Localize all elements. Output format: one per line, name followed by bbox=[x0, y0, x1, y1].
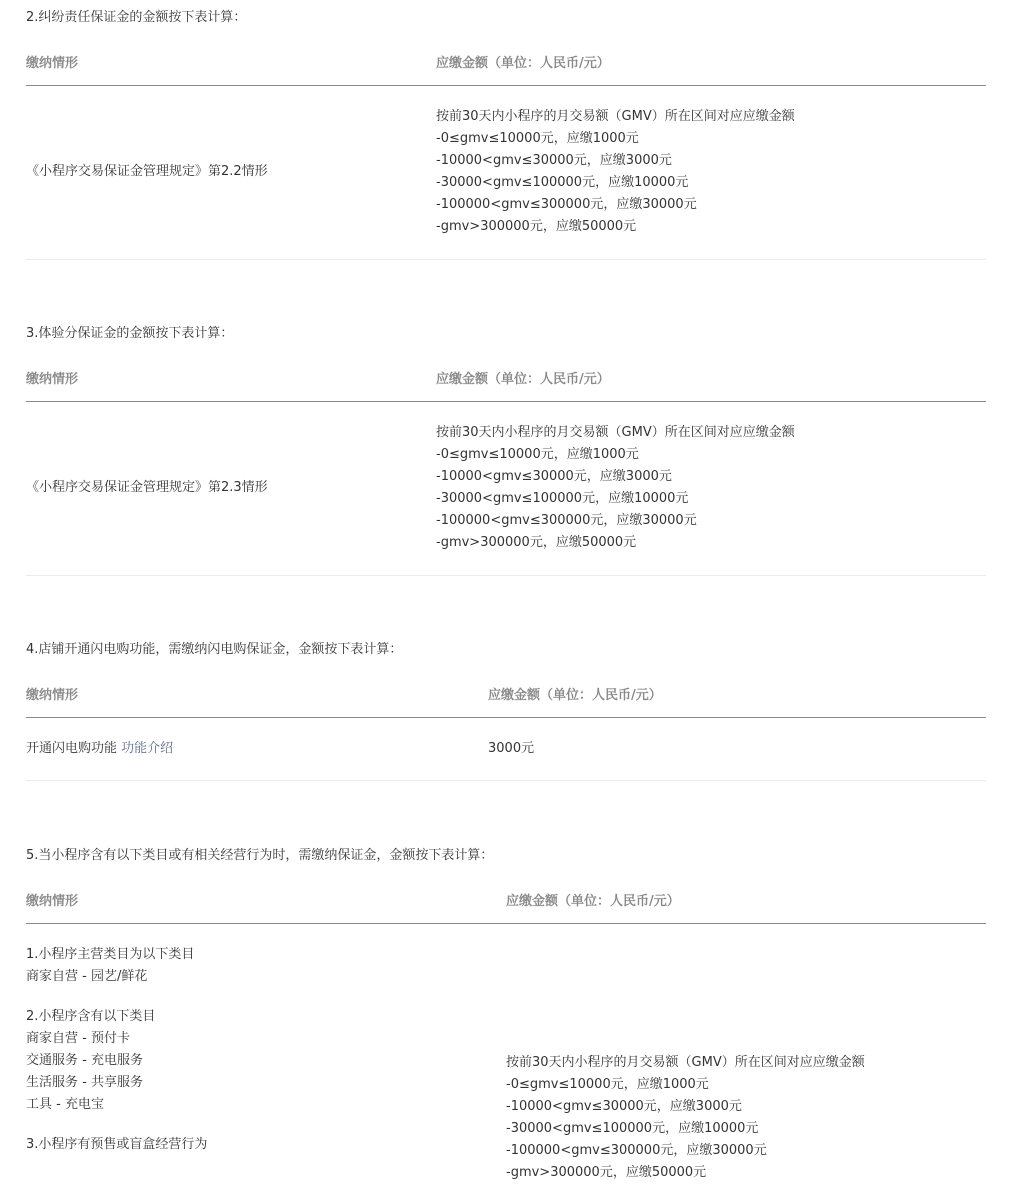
row-amount-tiers bbox=[506, 1052, 865, 1184]
amount-line: -gmv>300000元，应缴50000元 bbox=[436, 219, 637, 234]
feature-intro-link[interactable]: 功能介绍 bbox=[121, 741, 174, 756]
amount-line: 按前30天内小程序的月交易额（GMV）所在区间对应应缴金额 bbox=[436, 425, 795, 440]
amount-line: -100000<gmv≤300000元，应缴30000元 bbox=[506, 1143, 767, 1158]
row-conditions bbox=[26, 944, 207, 1156]
condition-line: 商家自营 - 预付卡 bbox=[26, 1031, 130, 1046]
header-amount: 应缴金额（单位：人民币/元） bbox=[488, 688, 662, 703]
table-row bbox=[26, 924, 986, 1180]
condition-line: 生活服务 - 共享服务 bbox=[26, 1075, 143, 1090]
row-condition bbox=[26, 738, 173, 760]
row-amount-tiers bbox=[436, 422, 795, 554]
amount-line: -30000<gmv≤100000元，应缴10000元 bbox=[506, 1121, 759, 1136]
condition-text: 开通闪电购功能 bbox=[26, 741, 118, 756]
amount-line: -gmv>300000元，应缴50000元 bbox=[436, 535, 637, 550]
header-amount: 应缴金额（单位：人民币/元） bbox=[506, 894, 680, 909]
condition-line: 商家自营 - 园艺/鲜花 bbox=[26, 969, 148, 984]
amount-line: -10000<gmv≤30000元，应缴3000元 bbox=[436, 153, 672, 168]
spacer bbox=[26, 1116, 207, 1134]
table-row bbox=[26, 86, 986, 260]
amount-line: 按前30天内小程序的月交易额（GMV）所在区间对应应缴金额 bbox=[436, 109, 795, 124]
section-3-table bbox=[26, 359, 986, 576]
amount-line: -gmv>300000元，应缴50000元 bbox=[506, 1165, 707, 1180]
section-2-title: 2.纠纷责任保证金的金额按下表计算： bbox=[26, 10, 247, 25]
condition-line: 3.小程序有预售或盲盒经营行为 bbox=[26, 1137, 208, 1152]
header-amount: 应缴金额（单位：人民币/元） bbox=[436, 56, 610, 71]
amount-line: -100000<gmv≤300000元，应缴30000元 bbox=[436, 197, 697, 212]
condition-line: 交通服务 - 充电服务 bbox=[26, 1053, 143, 1068]
amount-line: -0≤gmv≤10000元，应缴1000元 bbox=[436, 447, 639, 462]
row-amount: 3000元 bbox=[488, 741, 535, 756]
condition-line: 1.小程序主营类目为以下类目 bbox=[26, 947, 195, 962]
section-4-title: 4.店铺开通闪电购功能，需缴纳闪电购保证金，金额按下表计算： bbox=[26, 642, 403, 657]
amount-line: -10000<gmv≤30000元，应缴3000元 bbox=[506, 1099, 742, 1114]
amount-line: -0≤gmv≤10000元，应缴1000元 bbox=[436, 131, 639, 146]
section-4-table bbox=[26, 675, 986, 781]
section-2-table bbox=[26, 43, 986, 260]
amount-line: -30000<gmv≤100000元，应缴10000元 bbox=[436, 175, 689, 190]
condition-line: 2.小程序含有以下类目 bbox=[26, 1009, 156, 1024]
table-header bbox=[26, 43, 986, 86]
header-condition: 缴纳情形 bbox=[26, 372, 79, 387]
table-header bbox=[26, 675, 986, 718]
table-header bbox=[26, 359, 986, 402]
spacer bbox=[26, 988, 207, 1006]
row-condition: 《小程序交易保证金管理规定》第2.3情形 bbox=[26, 480, 268, 495]
amount-line: -30000<gmv≤100000元，应缴10000元 bbox=[436, 491, 689, 506]
row-amount-tiers bbox=[436, 106, 795, 238]
row-condition: 《小程序交易保证金管理规定》第2.2情形 bbox=[26, 164, 268, 179]
header-amount: 应缴金额（单位：人民币/元） bbox=[436, 372, 610, 387]
amount-line: -10000<gmv≤30000元，应缴3000元 bbox=[436, 469, 672, 484]
amount-line: -0≤gmv≤10000元，应缴1000元 bbox=[506, 1077, 709, 1092]
amount-line: 按前30天内小程序的月交易额（GMV）所在区间对应应缴金额 bbox=[506, 1055, 865, 1070]
section-3-title: 3.体验分保证金的金额按下表计算： bbox=[26, 326, 234, 341]
section-5-title: 5.当小程序含有以下类目或有相关经营行为时，需缴纳保证金，金额按下表计算： bbox=[26, 848, 494, 863]
header-condition: 缴纳情形 bbox=[26, 894, 79, 909]
amount-line: -100000<gmv≤300000元，应缴30000元 bbox=[436, 513, 697, 528]
table-header bbox=[26, 881, 986, 924]
header-condition: 缴纳情形 bbox=[26, 688, 79, 703]
table-row bbox=[26, 718, 986, 781]
condition-line: 工具 - 充电宝 bbox=[26, 1097, 104, 1112]
table-row bbox=[26, 402, 986, 576]
section-5-table bbox=[26, 881, 986, 1180]
header-condition: 缴纳情形 bbox=[26, 56, 79, 71]
